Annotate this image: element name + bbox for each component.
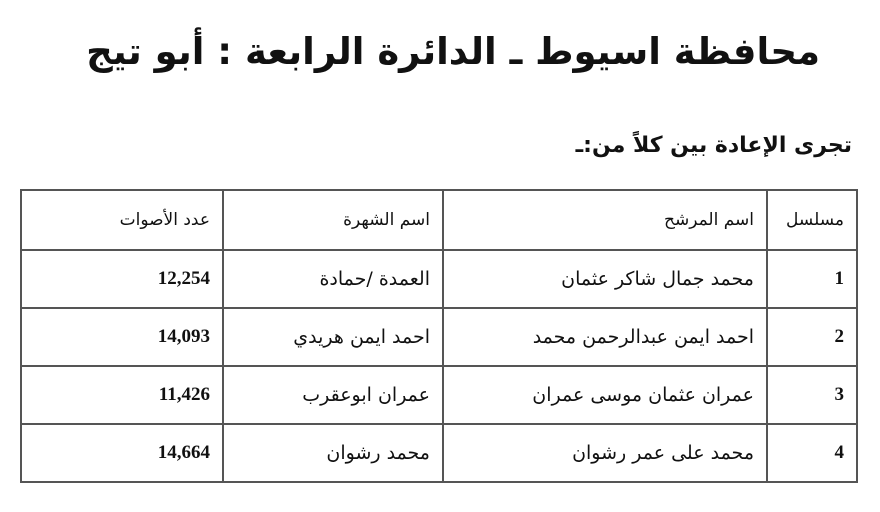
page-title: محافظة اسيوط ـ الدائرة الرابعة : أبو تيج (86, 30, 820, 73)
nickname-cell: محمد رشوان (223, 424, 443, 482)
votes-cell: 14,093 (21, 308, 223, 366)
candidate-name-cell: محمد على عمر رشوان (443, 424, 767, 482)
table-row (21, 308, 857, 366)
column-header-nickname: اسم الشهرة (223, 190, 443, 250)
candidates-table (20, 189, 858, 483)
table-header-row (21, 190, 857, 250)
column-header-votes: عدد الأصوات (21, 190, 223, 250)
votes-cell: 11,426 (21, 366, 223, 424)
nickname-cell: عمران ابوعقرب (223, 366, 443, 424)
serial-cell: 1 (767, 250, 857, 308)
table-row (21, 250, 857, 308)
serial-cell: 4 (767, 424, 857, 482)
votes-cell: 14,664 (21, 424, 223, 482)
runoff-intro-text: تجرى الإعادة بين كلاً من:ـ (575, 133, 852, 158)
nickname-cell: العمدة /حمادة (223, 250, 443, 308)
nickname-cell: احمد ايمن هريدي (223, 308, 443, 366)
candidate-name-cell: عمران عثمان موسى عمران (443, 366, 767, 424)
table-row (21, 424, 857, 482)
votes-cell: 12,254 (21, 250, 223, 308)
column-header-serial: مسلسل (767, 190, 857, 250)
candidate-name-cell: احمد ايمن عبدالرحمن محمد (443, 308, 767, 366)
candidate-name-cell: محمد جمال شاكر عثمان (443, 250, 767, 308)
column-header-candidate-name: اسم المرشح (443, 190, 767, 250)
table-row (21, 366, 857, 424)
serial-cell: 2 (767, 308, 857, 366)
serial-cell: 3 (767, 366, 857, 424)
